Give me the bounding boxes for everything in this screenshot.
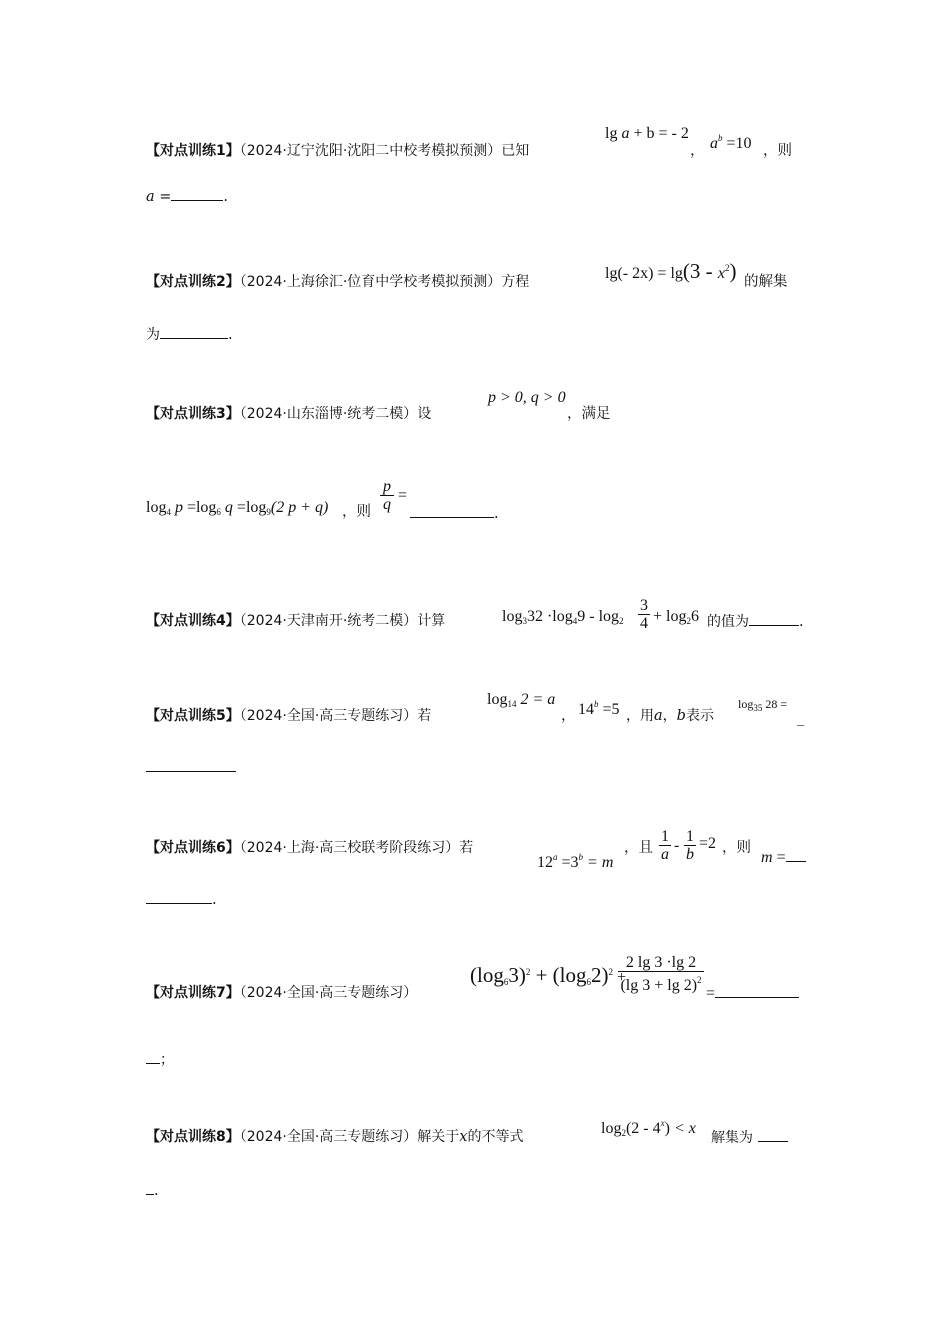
problem-7-line-2: ；	[146, 1049, 174, 1070]
problem-6-minus: -	[674, 837, 680, 854]
problem-4-line-1	[146, 611, 445, 631]
problem-3-answer-blank[interactable]	[410, 503, 494, 518]
problem-6-line-2: .	[146, 889, 217, 910]
problem-3-then: ，则	[342, 504, 371, 520]
problem-7-line-1	[146, 983, 417, 1003]
problem-5-equation-2: $14^b =5$	[578, 699, 620, 718]
problem-2-after: 的解集	[744, 274, 788, 290]
problem-8-answer-blank[interactable]	[758, 1127, 788, 1142]
problem-8-after: 解集为	[711, 1127, 788, 1148]
problem-4-expression: $\log_332 \cdot\log_49 - \log_2$	[502, 608, 624, 626]
problem-3-answer: .	[410, 503, 499, 524]
problem-8-tag: 【对点训练8】	[146, 1129, 240, 1145]
problem-2-answer-blank[interactable]	[160, 324, 228, 339]
problem-6-answer-blank-a[interactable]	[786, 851, 806, 862]
problem-3-condition: p > 0, q > 0	[488, 389, 566, 406]
problem-3-source: （2024·山东淄博·统考二模）设	[239, 406, 432, 422]
problem-5-equation-1: $\log_{14} 2 = a$	[487, 691, 556, 709]
problem-1-equation-2: $a^b =10$	[710, 133, 752, 152]
problem-1-tag: 【对点训练1】	[146, 143, 240, 159]
problem-4-tag: 【对点训练4】	[146, 613, 240, 629]
problem-1-then: ，则	[763, 143, 792, 159]
problem-6-answer-blank[interactable]	[146, 889, 212, 904]
problem-5-answer-blank[interactable]	[146, 757, 236, 772]
problem-7-source: （2024·全国·高三专题练习）	[239, 985, 418, 1001]
problem-2-source: （2024·上海徐汇·位育中学校考模拟预测）方程	[239, 274, 530, 290]
problem-2-tag: 【对点训练2】	[146, 274, 240, 290]
problem-4-after: 的值为 .	[707, 611, 804, 632]
problem-6-fraction-2: $\frac{1}{b}$	[686, 828, 694, 863]
problem-5-tail: _	[797, 710, 805, 726]
problem-6-then: ，则	[722, 840, 751, 856]
problem-6-line-1	[146, 838, 473, 858]
problem-7-tag: 【对点训练7】	[146, 985, 240, 1001]
problem-5-source: （2024·全国·高三专题练习）若	[239, 708, 432, 724]
problem-3-line-1	[146, 404, 431, 424]
problem-6-fraction-1: $\frac{1}{a}$	[661, 828, 669, 863]
problem-5-target: $\log_{35} 28$ =	[738, 697, 788, 713]
problem-6-equals-2: =2	[699, 835, 717, 852]
problem-3-equals: =	[398, 487, 408, 504]
problem-1-line-1	[146, 141, 529, 161]
problem-8-line-1: 【对点训练8】（2024·全国·高三专题练习）解关于x的不等式	[146, 1129, 524, 1145]
problem-7-answer-blank[interactable]	[715, 983, 799, 998]
problem-6-m: m =	[761, 848, 806, 868]
problem-7-answer: =	[706, 983, 799, 1004]
problem-5-line-2	[146, 757, 236, 778]
problem-1-equation-1: lg a + b = - 2	[605, 125, 689, 142]
problem-4-fraction: $\frac{3}{4}$	[640, 597, 648, 632]
problem-6-tag: 【对点训练6】	[146, 840, 240, 856]
problem-8-source: （2024·全国·高三专题练习）解关于	[239, 1129, 460, 1145]
problem-1-answer-blank[interactable]	[171, 186, 223, 201]
problem-6-equation: $12^a =3^b = m$	[537, 852, 614, 871]
problem-3-log-equation: $\log_4 p =\log_6$ $q =\log_9(2$ p + q)	[146, 499, 329, 517]
problem-5-tag: 【对点训练5】	[146, 708, 240, 724]
problem-8-line-2: .	[146, 1180, 159, 1201]
problem-1-var-a: a	[146, 189, 155, 205]
problem-3-tag: 【对点训练3】	[146, 406, 240, 422]
problem-5-line-1	[146, 706, 431, 726]
problem-6-and: ，且	[624, 840, 653, 856]
problem-1-source: （2024·辽宁沈阳·沈阳二中校考模拟预测）已知	[239, 143, 530, 159]
problem-4-source: （2024·天津南开·统考二模）计算	[239, 613, 446, 629]
problem-2-equation: lg(- $2x) = \lg(3 - x^2)$	[605, 259, 737, 283]
problem-7-fraction: $\frac{2 \lg 3 \cdot\lg 2}{(\lg 3 + \lg 2)^2}$	[618, 954, 704, 994]
problem-5-text: ，用a，b表示	[626, 708, 714, 724]
problem-2-line-1	[146, 272, 529, 292]
problem-3-after: ，满足	[567, 406, 611, 422]
problem-8-var-x: x	[459, 1129, 468, 1145]
problem-4-expression-tail: + $\log_26$	[653, 608, 699, 626]
problem-7-expression: $(\log_63)^2 + (\log_62)^2$ +	[470, 963, 627, 987]
problem-7-answer-blank-2[interactable]	[146, 1049, 160, 1064]
problem-8-answer-blank-2[interactable]	[146, 1180, 154, 1195]
problem-3-fraction: $\frac{p}{q}$	[380, 478, 394, 513]
problem-2-line-2: 为 .	[146, 324, 233, 345]
problem-5-comma: ，	[561, 708, 576, 724]
problem-8-inequality: $\log_2(2 - 4^x) < x$	[601, 1118, 696, 1138]
problem-6-source: （2024·上海·高三校联考阶段练习）若	[239, 840, 474, 856]
problem-4-answer-blank[interactable]	[749, 611, 799, 626]
problem-1-line-2: a = .	[146, 186, 228, 207]
problem-1-comma: ，	[690, 143, 705, 159]
